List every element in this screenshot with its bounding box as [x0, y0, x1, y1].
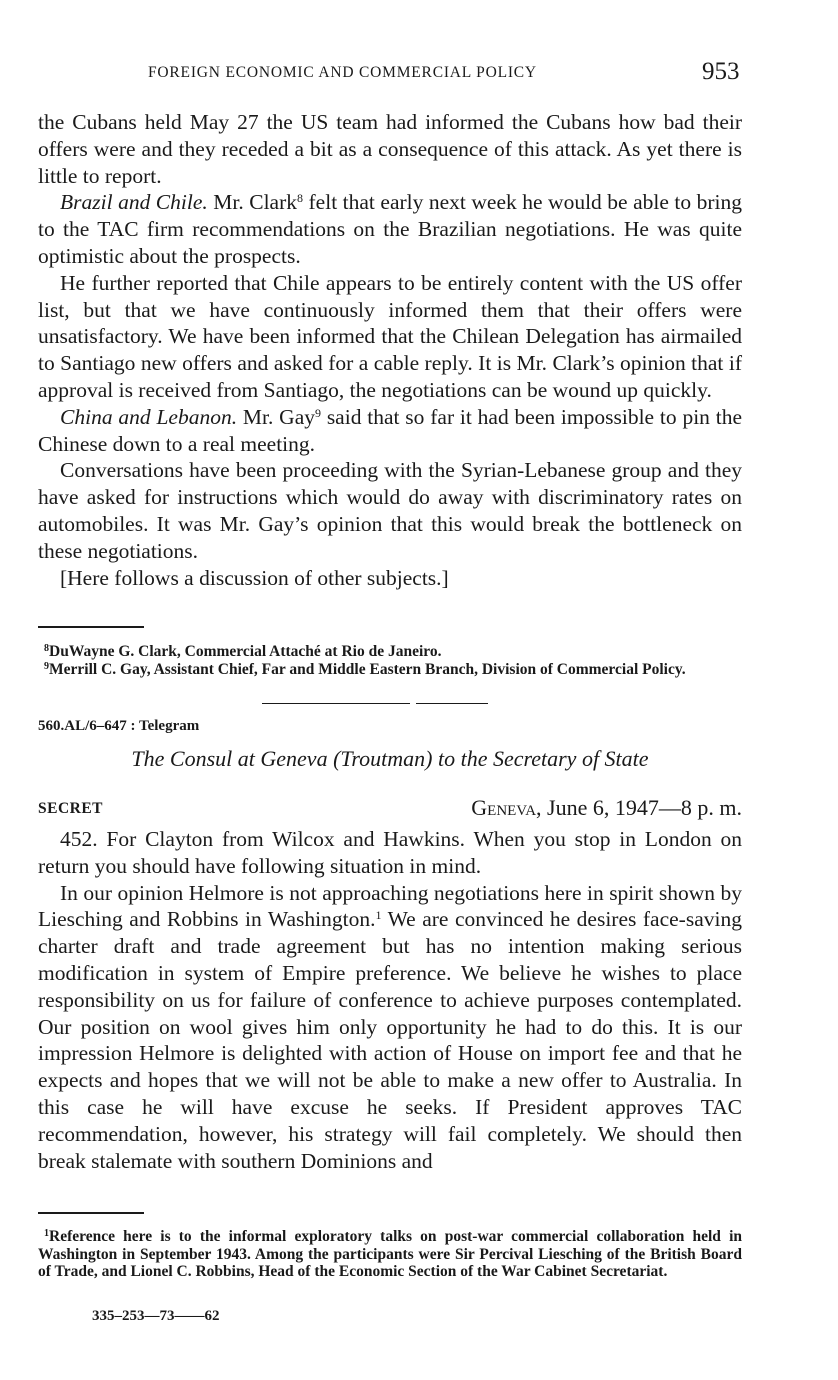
- paragraph-text: said that so far it had been impossible to pin the Chinese down to a real meeting.: [38, 404, 742, 456]
- dateline-date: June 6, 1947—8 p. m.: [541, 795, 742, 820]
- page-number: 953: [702, 58, 740, 85]
- classification-label: SECRET: [38, 800, 104, 817]
- footnotes-top: [38, 643, 742, 678]
- footnote-9: [38, 661, 742, 679]
- footnote-ref-8: 8: [297, 191, 304, 206]
- dateline: [471, 795, 742, 821]
- footnote-ref-9: 9: [315, 405, 321, 420]
- paragraph-telegram-intro: 452. For Clayton from Wilcox and Hawkins. When you stop in London on return you should have following situation in mind.: [38, 827, 742, 878]
- document-separator-right: [416, 703, 488, 704]
- paragraph-brazil-chile: [38, 189, 742, 269]
- document-title: The Consul at Geneva (Troutman) to the Secretary of State: [131, 746, 649, 771]
- footnote-text: Reference here is to the informal exploratory talks on post-war commercial collaboration held in Washington in September 1943. Among the participants were Sir Percival Liesching of the British Board of Trade, and Lionel C. Robbins, Head of the Economic Section of the War Cabinet Secretariat.: [38, 1228, 742, 1280]
- footnote-text: DuWayne G. Clark, Commercial Attaché at Rio de Janeiro.: [49, 643, 442, 660]
- footnote-mark: 8: [44, 643, 49, 654]
- footnote-rule-bottom: [38, 1212, 144, 1214]
- paragraph-text: In our opinion Helmore is not approaching negotiations here in spirit shown by Liesching and Robbins in Washington.: [38, 880, 742, 932]
- paragraph-text: felt that early next week he would be able to bring to the TAC firm recommendations on the Brazilian negotiations. He was quite optimistic about the prospects.: [38, 190, 742, 268]
- editorial-note: [Here follows a discussion of other subjects.]: [60, 565, 449, 590]
- print-code: 335–253—73——62: [92, 1308, 220, 1324]
- footnote-mark: 1: [44, 1228, 49, 1239]
- running-head: FOREIGN ECONOMIC AND COMMERCIAL POLICY: [148, 64, 537, 81]
- paragraph-text: We are convinced he desires face-saving charter draft and trade agreement but has no intention making serious modification in system of Empire preference. We believe he wishes to place responsibility on us for failure of conference to achieve purposes contemplated. Our position on wool gives him only opportunity he had to do this. It is our impression Helmore is delighted with action of House on import fee and that he expects and hopes that we will not be able to make a new offer to Australia. In this case he will have excuse he seeks. If President approves TAC recommendation, however, his strategy will fail completely. We should then break stalemate with southern Dominions and: [38, 907, 742, 1173]
- continued-memo-text: [38, 109, 742, 591]
- paragraph-china-lebanon: [38, 404, 742, 458]
- footnote-ref-1: 1: [375, 908, 382, 923]
- telegram-text: [38, 826, 742, 1174]
- paragraph-cuban-negotiations: the Cubans held May 27 the US team had informed the Cubans how bad their offers were and they receded a bit as a consequence of this attack. As yet there is little to report.: [38, 110, 742, 188]
- paragraph-syrian-lebanese: Conversations have been proceeding with the Syrian-Lebanese group and they have asked for instructions which would do away with discriminatory rates on automobiles. It was Mr. Gay’s opinion that this would break the bottleneck on these negotiations.: [38, 458, 742, 563]
- footnote-1: [38, 1228, 742, 1281]
- paragraph-helmore: [38, 880, 742, 1175]
- paragraph-text: Mr. Clark: [207, 190, 298, 215]
- footnote-mark: 9: [44, 660, 49, 672]
- subheading-china-lebanon: China and Lebanon.: [60, 404, 238, 429]
- footnote-text: Merrill C. Gay, Assistant Chief, Far and Middle Eastern Branch, Division of Commercial Policy.: [49, 660, 686, 678]
- paragraph-text: Mr. Gay: [237, 404, 315, 429]
- subheading-brazil-chile: Brazil and Chile.: [60, 190, 208, 215]
- document-separator-left: [262, 703, 410, 704]
- footnote-8: [38, 643, 742, 661]
- paragraph-chile-offers: He further reported that Chile appears to be entirely content with the US offer list, but that we have continuously informed them that their offers were unsatisfactory. We have been informed that the Chilean Delegation has airmailed to Santiago new offers and asked for a cable reply. It is Mr. Clark’s opinion that if approval is received from Santiago, the negotiations can be wound up quickly.: [38, 270, 742, 402]
- footnote-rule: [38, 626, 144, 628]
- dateline-place: Geneva,: [471, 795, 542, 820]
- footnotes-bottom: [38, 1228, 742, 1281]
- file-number: 560.AL/6–647 : Telegram: [38, 718, 200, 734]
